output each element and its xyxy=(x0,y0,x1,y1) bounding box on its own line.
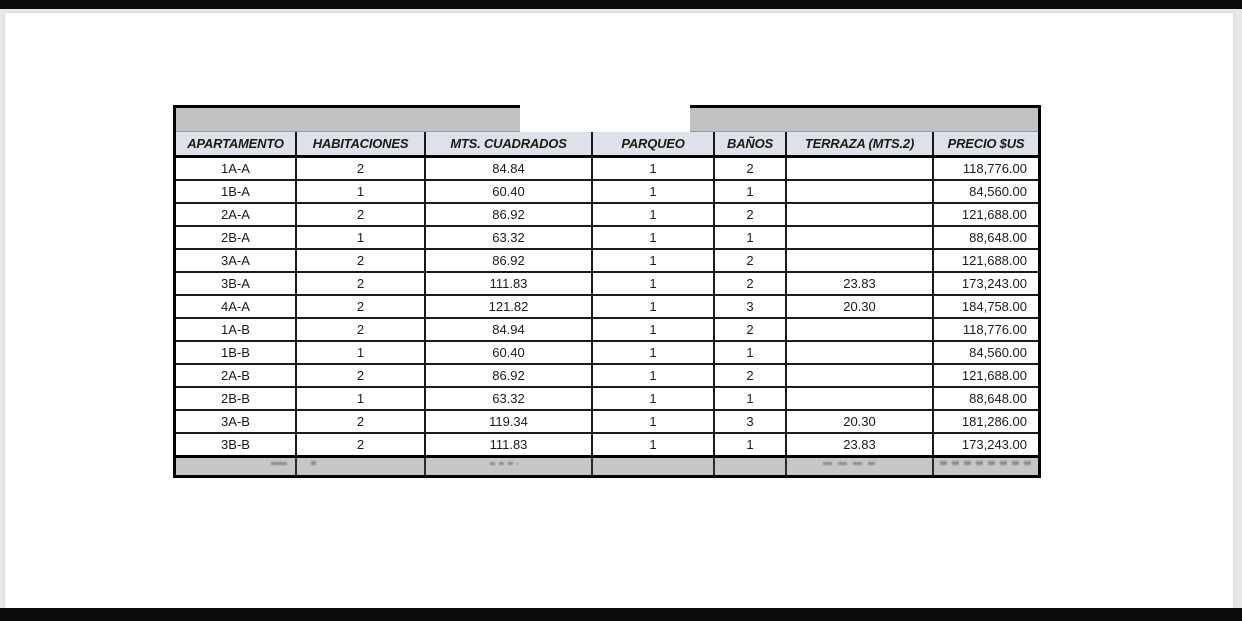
table-cell: 2B-A xyxy=(176,226,296,249)
table-cell xyxy=(786,203,933,226)
faded-text-smudge xyxy=(271,462,287,465)
table-cell: 84,560.00 xyxy=(933,180,1038,203)
table-cell: 63.32 xyxy=(425,387,592,410)
header-cell: APARTAMENTO xyxy=(176,132,296,157)
table-cell: 2 xyxy=(714,157,786,181)
table-cell: 1 xyxy=(592,226,714,249)
table-cell: 1A-A xyxy=(176,157,296,181)
table-cell: 2 xyxy=(296,410,425,433)
apartment-table xyxy=(176,132,1038,475)
table-cell: 86.92 xyxy=(425,249,592,272)
faded-total-cell xyxy=(425,457,592,476)
table-cell: 2 xyxy=(296,272,425,295)
table-row xyxy=(176,272,1038,295)
table-cell: 121,688.00 xyxy=(933,203,1038,226)
table-cell: 2 xyxy=(296,433,425,457)
table-cell: 1 xyxy=(714,180,786,203)
table-cell: 111.83 xyxy=(425,433,592,457)
table-cell: 3A-A xyxy=(176,249,296,272)
faded-total-cell xyxy=(714,457,786,476)
table-row xyxy=(176,295,1038,318)
table-cell xyxy=(786,157,933,181)
table-row xyxy=(176,341,1038,364)
table-cell: 2 xyxy=(296,157,425,181)
table-cell: 2 xyxy=(714,318,786,341)
table-cell: 2 xyxy=(714,272,786,295)
faded-total-cell xyxy=(592,457,714,476)
table-cell: 4A-A xyxy=(176,295,296,318)
table-cell: 1 xyxy=(714,433,786,457)
table-row xyxy=(176,318,1038,341)
table-row xyxy=(176,249,1038,272)
table-cell: 86.92 xyxy=(425,364,592,387)
table-cell: 20.30 xyxy=(786,410,933,433)
faded-text-smudge xyxy=(311,461,316,465)
faded-text-smudge xyxy=(490,462,518,465)
table-cell: 3 xyxy=(714,410,786,433)
table-row xyxy=(176,364,1038,387)
table-cell: 121,688.00 xyxy=(933,364,1038,387)
table-cell: 1 xyxy=(592,180,714,203)
table-cell: 121.82 xyxy=(425,295,592,318)
table-cell: 1 xyxy=(592,272,714,295)
table-cell: 1 xyxy=(592,249,714,272)
table-cell: 1 xyxy=(714,226,786,249)
table-cell: 1B-B xyxy=(176,341,296,364)
table-cell xyxy=(786,387,933,410)
table-cell: 1 xyxy=(296,180,425,203)
table-cell: 1 xyxy=(592,295,714,318)
table-cell: 60.40 xyxy=(425,341,592,364)
table-cell xyxy=(786,180,933,203)
table-cell: 1B-A xyxy=(176,180,296,203)
table-cell: 1 xyxy=(296,341,425,364)
faded-total-row xyxy=(176,457,1038,476)
header-cell: PRECIO $US xyxy=(933,132,1038,157)
faded-total-cell xyxy=(296,457,425,476)
table-cell: 84,560.00 xyxy=(933,341,1038,364)
table-row xyxy=(176,157,1038,181)
header-cell: HABITACIONES xyxy=(296,132,425,157)
table-cell: 119.34 xyxy=(425,410,592,433)
bottom-black-bar xyxy=(0,608,1242,621)
table-cell: 1 xyxy=(592,203,714,226)
table-cell: 60.40 xyxy=(425,180,592,203)
header-row xyxy=(176,132,1038,157)
table-cell: 173,243.00 xyxy=(933,272,1038,295)
table-cell: 3A-B xyxy=(176,410,296,433)
table-cell: 121,688.00 xyxy=(933,249,1038,272)
table-cell: 1 xyxy=(592,341,714,364)
table-cell: 84.94 xyxy=(425,318,592,341)
table-cell: 23.83 xyxy=(786,272,933,295)
table-cell: 2 xyxy=(296,295,425,318)
document-page xyxy=(5,13,1233,608)
table-cell: 1 xyxy=(592,433,714,457)
table-cell: 1 xyxy=(592,410,714,433)
table-cell: 1 xyxy=(714,387,786,410)
faded-text-smudge xyxy=(823,462,875,465)
top-black-bar xyxy=(0,0,1242,9)
table-cell xyxy=(786,249,933,272)
table-cell: 86.92 xyxy=(425,203,592,226)
table-cell: 3B-A xyxy=(176,272,296,295)
table-cell: 20.30 xyxy=(786,295,933,318)
table-row xyxy=(176,180,1038,203)
table-cell: 1 xyxy=(296,226,425,249)
table-row xyxy=(176,226,1038,249)
table-row xyxy=(176,410,1038,433)
table-cell: 118,776.00 xyxy=(933,318,1038,341)
table-cell: 1 xyxy=(592,364,714,387)
table-row xyxy=(176,433,1038,457)
table-cell: 184,758.00 xyxy=(933,295,1038,318)
table-cell: 84.84 xyxy=(425,157,592,181)
table-cell: 23.83 xyxy=(786,433,933,457)
table-cell: 88,648.00 xyxy=(933,226,1038,249)
table-cell: 2 xyxy=(296,364,425,387)
table-cell xyxy=(786,341,933,364)
table-cell: 181,286.00 xyxy=(933,410,1038,433)
table-cell: 63.32 xyxy=(425,226,592,249)
table-cell: 1A-B xyxy=(176,318,296,341)
table-cell: 1 xyxy=(714,341,786,364)
table-cell: 2 xyxy=(714,203,786,226)
faded-total-cell xyxy=(933,457,1038,476)
table-cell: 88,648.00 xyxy=(933,387,1038,410)
table-cell: 118,776.00 xyxy=(933,157,1038,181)
table-cell: 173,243.00 xyxy=(933,433,1038,457)
table-cell: 2 xyxy=(296,249,425,272)
faded-total-cell xyxy=(176,457,296,476)
table-cell: 111.83 xyxy=(425,272,592,295)
table-cell: 2 xyxy=(296,318,425,341)
apartment-price-table xyxy=(173,105,1041,478)
redaction-box xyxy=(520,104,690,132)
table-cell: 2B-B xyxy=(176,387,296,410)
table-cell: 3B-B xyxy=(176,433,296,457)
table-cell xyxy=(786,318,933,341)
table-cell: 1 xyxy=(592,318,714,341)
header-cell: TERRAZA (MTS.2) xyxy=(786,132,933,157)
table-cell: 3 xyxy=(714,295,786,318)
faded-total-cell xyxy=(786,457,933,476)
table-cell: 2 xyxy=(714,364,786,387)
table-cell xyxy=(786,364,933,387)
faded-text-smudge xyxy=(940,461,1032,465)
table-cell xyxy=(786,226,933,249)
table-cell: 1 xyxy=(296,387,425,410)
header-cell: MTS. CUADRADOS xyxy=(425,132,592,157)
table-cell: 2A-B xyxy=(176,364,296,387)
table-cell: 2A-A xyxy=(176,203,296,226)
table-cell: 1 xyxy=(592,157,714,181)
table-row xyxy=(176,203,1038,226)
table-cell: 1 xyxy=(592,387,714,410)
table-cell: 2 xyxy=(714,249,786,272)
table-row xyxy=(176,387,1038,410)
table-cell: 2 xyxy=(296,203,425,226)
header-cell: PARQUEO xyxy=(592,132,714,157)
header-cell: BAÑOS xyxy=(714,132,786,157)
